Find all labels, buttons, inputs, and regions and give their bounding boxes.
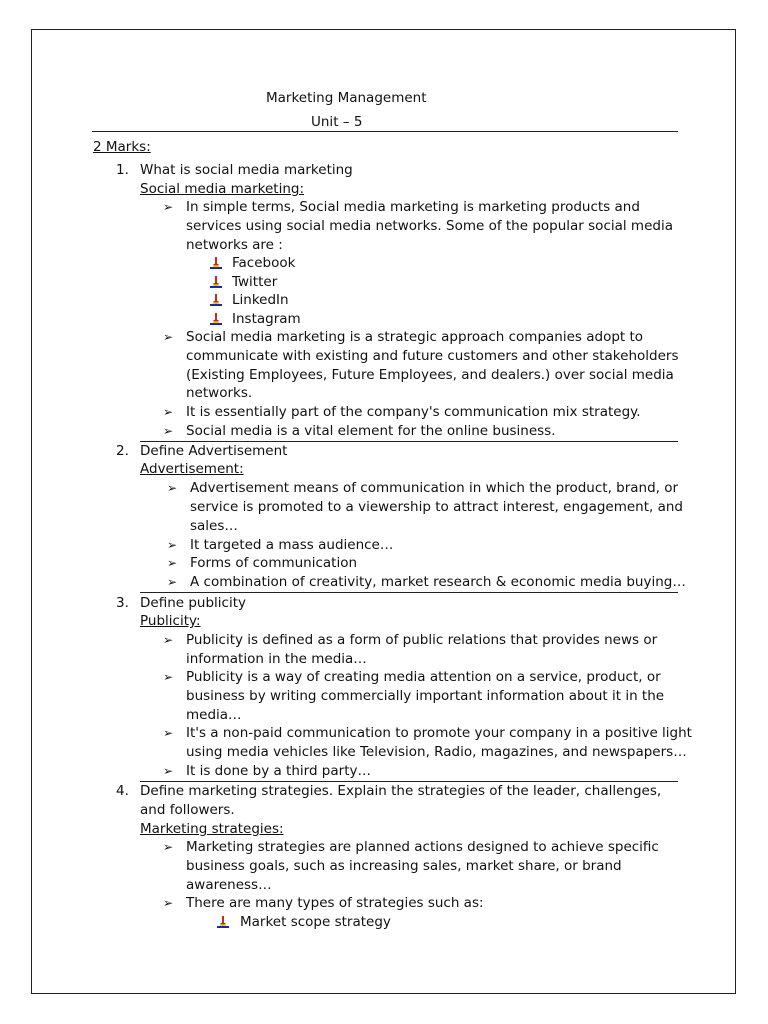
q1-question: What is social media marketing (140, 162, 353, 178)
q4-question-line1: Define marketing strategies. Explain the strategies of the leader, challenges, (140, 783, 662, 799)
section-label: 2 Marks: (93, 139, 151, 155)
q4-b1-line2: business goals, such as increasing sales, market share, or brand (186, 858, 622, 874)
arrowhead-bullet-icon: ➢ (163, 200, 174, 214)
q3-b2-line2: business by writing commercially important information about it in the (186, 688, 665, 704)
q4-heading: Marketing strategies: (140, 821, 284, 837)
q2-b2: It targeted a mass audience… (190, 537, 394, 553)
plus-arrow-bullet-icon (217, 915, 229, 929)
q2-rule (140, 592, 678, 593)
document-title: Marketing Management (266, 90, 427, 106)
q3-b2-line3: media… (186, 707, 242, 723)
q1-b3: It is essentially part of the company's communication mix strategy. (186, 404, 641, 420)
q3-b4: It is done by a third party… (186, 763, 371, 779)
q3-b3-line1: It's a non-paid communication to promote your company in a positive light (186, 725, 692, 741)
q1-network-3: LinkedIn (232, 292, 289, 308)
q1-b1-line1: In simple terms, Social media marketing is marketing products and (186, 199, 640, 215)
q2-b3: Forms of communication (190, 555, 358, 571)
q1-network-4: Instagram (232, 311, 301, 327)
arrowhead-bullet-icon: ➢ (163, 670, 174, 684)
q2-b1-line2: service is promoted to a viewership to attract interest, engagement, and (190, 499, 684, 515)
q3-b2-line1: Publicity is a way of creating media attention on a service, product, or (186, 669, 661, 685)
q4-b1-line3: awareness… (186, 877, 272, 893)
q1-b1-line2: services using social media networks. Some of the popular social media (186, 218, 673, 234)
q3-question: Define publicity (140, 595, 247, 611)
q1-b2-line2: communicate with existing and future customers and other stakeholders (186, 348, 679, 364)
q2-b1-line3: sales… (190, 518, 238, 534)
q1-number: 1. (116, 162, 129, 178)
arrowhead-bullet-icon: ➢ (163, 726, 174, 740)
q4-number: 4. (116, 783, 129, 799)
header-rule (92, 131, 678, 132)
q1-b2-line1: Social media marketing is a strategic approach companies adopt to (186, 329, 644, 345)
q1-heading: Social media marketing: (140, 181, 304, 197)
q1-b2-line3: (Existing Employees, Future Employees, and dealers.) over social media (186, 367, 674, 383)
q2-b1-line1: Advertisement means of communication in which the product, brand, or (190, 480, 679, 496)
q3-b1-line2: information in the media… (186, 651, 367, 667)
q2-number: 2. (116, 443, 129, 459)
q3-b1-line1: Publicity is defined as a form of public relations that provides news or (186, 632, 658, 648)
q4-b2: There are many types of strategies such as: (186, 895, 484, 911)
q3-heading: Publicity: (140, 613, 201, 629)
plus-arrow-bullet-icon (210, 275, 222, 289)
arrowhead-bullet-icon: ➢ (163, 424, 174, 438)
arrowhead-bullet-icon: ➢ (167, 538, 178, 552)
q1-network-1: Facebook (232, 255, 296, 271)
plus-arrow-bullet-icon (210, 256, 222, 270)
q1-network-2: Twitter (232, 274, 278, 290)
q1-b2-line4: networks. (186, 385, 253, 401)
arrowhead-bullet-icon: ➢ (163, 633, 174, 647)
q2-b4: A combination of creativity, market research & economic media buying… (190, 574, 686, 590)
q4-question-line2: and followers. (140, 802, 235, 818)
q4-b1-line1: Marketing strategies are planned actions designed to achieve specific (186, 839, 659, 855)
q2-question: Define Advertisement (140, 443, 288, 459)
plus-arrow-bullet-icon (210, 312, 222, 326)
arrowhead-bullet-icon: ➢ (167, 556, 178, 570)
arrowhead-bullet-icon: ➢ (163, 405, 174, 419)
q3-b3-line2: using media vehicles like Television, Radio, magazines, and newspapers… (186, 744, 687, 760)
arrowhead-bullet-icon: ➢ (163, 764, 174, 778)
q2-heading: Advertisement: (140, 461, 244, 477)
q1-b1-line3: networks are : (186, 237, 283, 253)
arrowhead-bullet-icon: ➢ (167, 575, 178, 589)
q3-number: 3. (116, 595, 129, 611)
arrowhead-bullet-icon: ➢ (163, 896, 174, 910)
plus-arrow-bullet-icon (210, 293, 222, 307)
arrowhead-bullet-icon: ➢ (167, 481, 178, 495)
q1-b4: Social media is a vital element for the online business. (186, 423, 556, 439)
q4-sub1: Market scope strategy (240, 914, 391, 930)
arrowhead-bullet-icon: ➢ (163, 840, 174, 854)
unit-label: Unit – 5 (311, 114, 363, 130)
arrowhead-bullet-icon: ➢ (163, 330, 174, 344)
